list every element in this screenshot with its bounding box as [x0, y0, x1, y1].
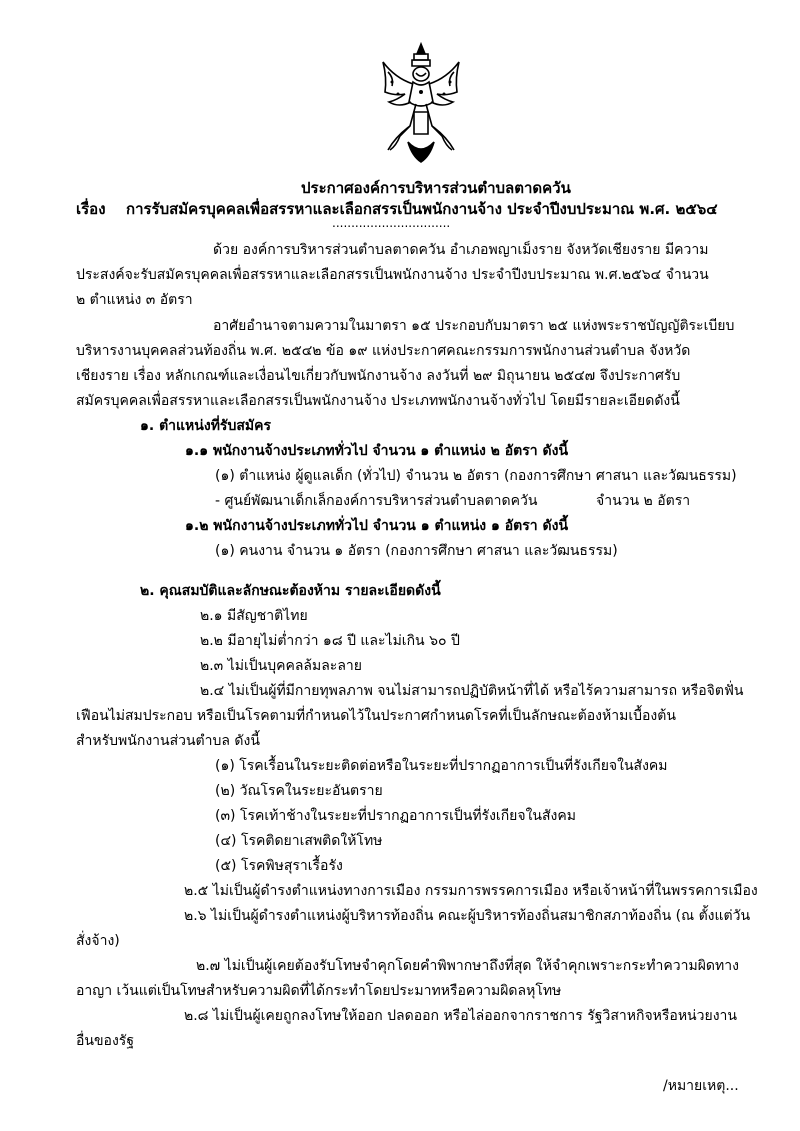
disease-3: (๓) โรคเท้าช้างในระยะที่ปรากฏอาการเป็นที่รังเกียจในสังคม: [215, 808, 576, 824]
subject-text: การรับสมัครบุคคลเพื่อสรรหาและเลือกสรรเป็นพนักงานจ้าง ประจำปีงบประมาณ พ.ศ. ๒๕๖๔: [126, 200, 718, 218]
qualification-6-line2: สั่งจ้าง): [76, 933, 120, 949]
qualification-2: ๒.๒ มีอายุไม่ต่ำกว่า ๑๘ ปี และไม่เกิน ๖๐ ปี: [200, 633, 460, 649]
qualification-7-line2: อาญา เว้นแต่เป็นโทษสำหรับความผิดที่ได้กระทำโดยประมาทหรือความผิดลหุโทษ: [76, 983, 562, 999]
disease-2: (๒) วัณโรคในระยะอันตราย: [215, 783, 383, 799]
intro-p1-line2: ประสงค์จะรับสมัครบุคคลเพื่อสรรหาและเลือกสรรเป็นพนักงานจ้าง ประจำปีงบประมาณ พ.ศ.๒๕๖๔ จำนวน: [76, 267, 709, 283]
intro-p2-line1: อาศัยอำนาจตามความในมาตรา ๑๕ ประกอบกับมาตรา ๒๕ แห่งพระราชบัญญัติระเบียบ: [213, 318, 735, 334]
disease-1: (๑) โรคเรื้อนในระยะติดต่อหรือในระยะที่ปรากฏอาการเป็นที่รังเกียจในสังคม: [215, 758, 668, 774]
intro-p2-line4: สมัครบุคคลเพื่อสรรหาและเลือกสรรเป็นพนักงานจ้าง ประเภทพนักงานจ้างทั่วไป โดยมีรายละเอียดดังนี้: [76, 393, 680, 409]
section1-sub1-item2: - ศูนย์พัฒนาเด็กเล็กองค์การบริหารส่วนตำบลตาดควัน: [215, 493, 538, 509]
section1-sub2: ๑.๒ พนักงานจ้างประเภททั่วไป จำนวน ๑ ตำแหน่ง ๑ อัตรา ดังนี้: [185, 518, 569, 534]
subject-label: เรื่อง: [76, 200, 106, 218]
announcement-title: ประกาศองค์การบริหารส่วนตำบลตาดควัน: [301, 179, 571, 197]
intro-p2-line2: บริหารงานบุคคลส่วนท้องถิ่น พ.ศ. ๒๕๔๒ ข้อ ๑๙ แห่งประกาศคณะกรรมการพนักงานส่วนตำบล จังหวัด: [76, 343, 691, 359]
continued-note: /หมายเหตุ...: [663, 1078, 739, 1094]
header-divider: ...............................: [332, 216, 451, 230]
qualification-6-line1: ๒.๖ ไม่เป็นผู้ดำรงตำแหน่งผู้บริหารท้องถิ่น คณะผู้บริหารท้องถิ่นสมาชิกสภาท้องถิ่น (ณ ตั้งแต่วัน: [184, 908, 751, 924]
intro-p1-line1: ด้วย องค์การบริหารส่วนตำบลตาดควัน อำเภอพญาเม็งราย จังหวัดเชียงราย มีความ: [213, 242, 709, 258]
disease-5: (๕) โรคพิษสุราเรื้อรัง: [215, 858, 343, 874]
qualification-4-line3: สำหรับพนักงานส่วนตำบล ดังนี้: [76, 733, 260, 749]
section1-sub2-item1: (๑) คนงาน จำนวน ๑ อัตรา (กองการศึกษา ศาสนา และวัฒนธรรม): [215, 543, 618, 559]
qualification-1: ๒.๑ มีสัญชาติไทย: [200, 608, 308, 624]
qualification-3: ๒.๓ ไม่เป็นบุคคลล้มละลาย: [200, 658, 362, 674]
section1-heading: ๑. ตำแหน่งที่รับสมัคร: [140, 418, 271, 434]
disease-4: (๔) โรคติดยาเสพติดให้โทษ: [215, 833, 383, 849]
section1-sub1-item1: (๑) ตำแหน่ง ผู้ดูแลเด็ก (ทั่วไป) จำนวน ๒ อัตรา (กองการศึกษา ศาสนา และวัฒนธรรม): [215, 468, 737, 484]
intro-p2-line3: เชียงราย เรื่อง หลักเกณฑ์และเงื่อนไขเกี่ยวกับพนักงานจ้าง ลงวันที่ ๒๙ มิถุนายน ๒๕๔๗ จึงประกาศรับ: [76, 368, 681, 384]
qualification-4-line1: ๒.๔ ไม่เป็นผู้ที่มีกายทุพลภาพ จนไม่สามารถปฏิบัติหน้าที่ได้ หรือไร้ความสามารถ หรือจิตฟั่น: [200, 683, 744, 699]
qualification-7-line1: ๒.๗ ไม่เป็นผู้เคยต้องรับโทษจำคุกโดยคำพิพากษาถึงที่สุด ให้จำคุกเพราะกระทำความผิดทาง: [196, 958, 739, 974]
qualification-8-line1: ๒.๘ ไม่เป็นผู้เคยถูกลงโทษให้ออก ปลดออก หรือไล่ออกจากราชการ รัฐวิสาหกิจหรือหน่วยงาน: [184, 1008, 737, 1024]
section1-sub1-item2-count: จำนวน ๒ อัตรา: [596, 493, 691, 509]
qualification-8-line2: อื่นของรัฐ: [76, 1033, 135, 1049]
garuda-emblem-icon: [378, 42, 464, 164]
qualification-5: ๒.๕ ไม่เป็นผู้ดำรงตำแหน่งทางการเมือง กรรมการพรรคการเมือง หรือเจ้าหน้าที่ในพรรคการเมือง: [184, 883, 758, 899]
intro-p1-line3: ๒ ตำแหน่ง ๓ อัตรา: [76, 292, 193, 308]
section1-sub1: ๑.๑ พนักงานจ้างประเภททั่วไป จำนวน ๑ ตำแหน่ง ๒ อัตรา ดังนี้: [185, 443, 569, 459]
qualification-4-line2: เฟือนไม่สมประกอบ หรือเป็นโรคตามที่กำหนดไว้ในประกาศกำหนดโรคที่เป็นลักษณะต้องห้ามเบื้องต้น: [76, 708, 676, 724]
section2-heading: ๒. คุณสมบัติและลักษณะต้องห้าม รายละเอียดดังนี้: [140, 583, 441, 599]
